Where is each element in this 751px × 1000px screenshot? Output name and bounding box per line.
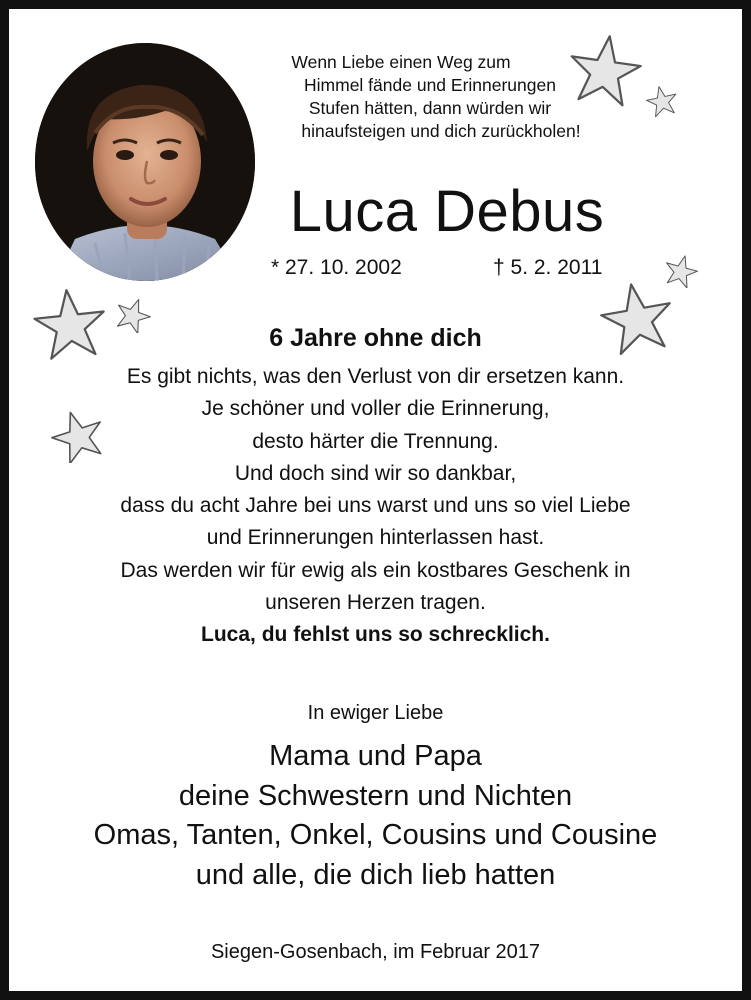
text-line: unseren Herzen tragen. (265, 591, 486, 615)
text-line: und Erinnerungen hinterlassen hast. (206, 526, 545, 550)
star-icon (31, 287, 109, 361)
portrait-illustration (35, 43, 255, 281)
portrait-photo (35, 43, 255, 281)
quote-line: Himmel fände und Erinnerungen (304, 75, 556, 95)
mourner-line: deine Schwestern und Nichten (178, 779, 573, 812)
memorial-text (9, 361, 742, 652)
star-icon (646, 85, 678, 117)
birth-date: * 27. 10. 2002 (271, 256, 402, 279)
quote-line: Wenn Liebe einen Weg zum (291, 52, 511, 72)
deceased-name: Luca Debus (289, 179, 605, 244)
headline: 6 Jahre ohne dich (269, 324, 482, 352)
text-line: dass du acht Jahre bei uns warst und uns so viel Liebe (120, 494, 631, 518)
mourners-list (9, 737, 742, 895)
closing-line: Luca, du fehlst uns so schrecklich. (201, 623, 550, 647)
text-line: Das werden wir für ewig als ein kostbares Geschenk in (120, 558, 631, 582)
mourner-line: und alle, die dich lieb hatten (195, 858, 556, 891)
memorial-quote (241, 51, 601, 143)
place-and-date: Siegen-Gosenbach, im Februar 2017 (210, 941, 541, 963)
star-icon (115, 297, 151, 333)
mourner-line: Omas, Tanten, Onkel, Cousins und Cousine (93, 819, 658, 851)
text-line: Je schöner und voller die Erinnerung, (201, 397, 550, 421)
mourner-line: Mama und Papa (269, 740, 482, 772)
in-love-line: In ewiger Liebe (307, 702, 444, 724)
text-line: desto härter die Trennung. (252, 429, 499, 453)
star-icon (597, 281, 677, 355)
text-line: Es gibt nichts, was den Verlust von dir ersetzen kann. (126, 365, 625, 388)
quote-line: hinaufsteigen und dich zurückholen! (301, 121, 581, 141)
text-line: Und doch sind wir so dankbar, (234, 461, 517, 485)
quote-line: Stufen hätten, dann würden wir (308, 98, 552, 118)
death-date: † 5. 2. 2011 (493, 256, 603, 279)
star-icon (51, 409, 105, 463)
star-icon (565, 33, 645, 107)
